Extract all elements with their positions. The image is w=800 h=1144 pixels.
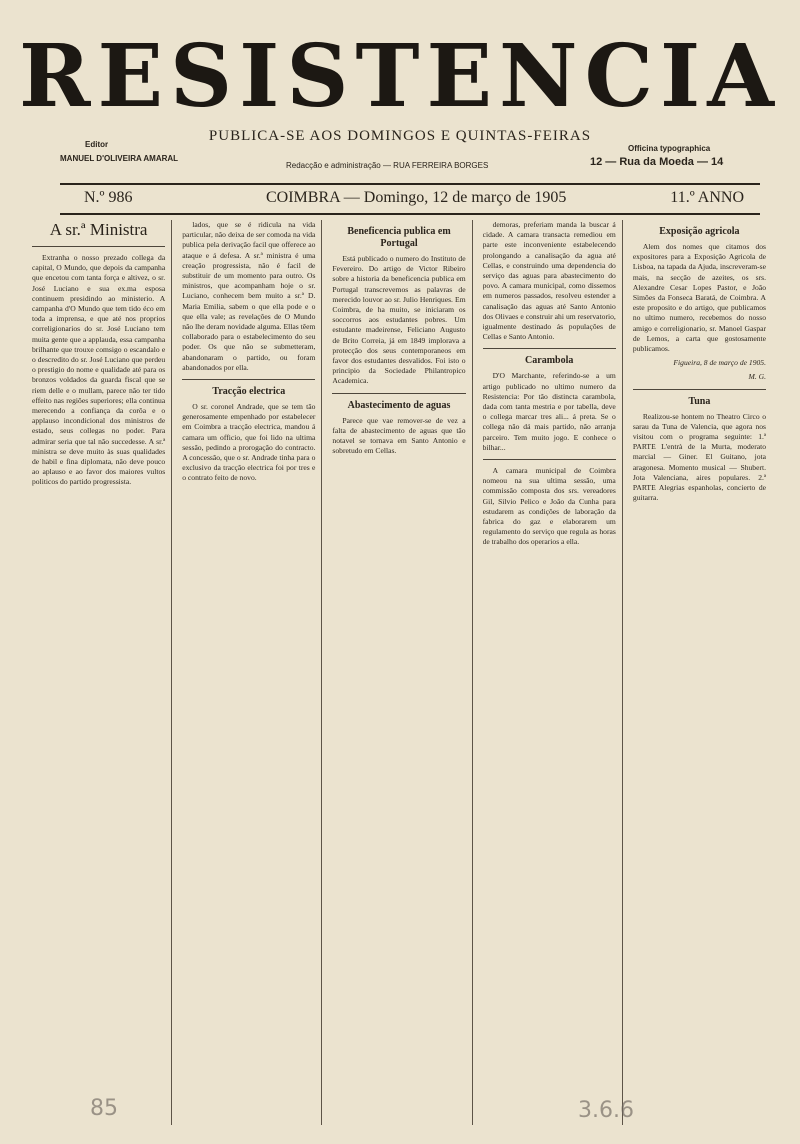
- handwritten-note-left: 85: [90, 1096, 118, 1121]
- office-address: Redacção e administração — RUA FERREIRA BORGES: [286, 161, 489, 170]
- column-4: [483, 220, 623, 1125]
- article-body-aguas: Parece que vae remover-se de vez a falta de abastecimento de aguas que tão notavel se tornava em Santo Antonio e sobretudo em Cellas.: [332, 415, 466, 456]
- typography-label: Officina typographica: [628, 144, 711, 153]
- article-date-line: Figueira, 8 de março de 1905.: [673, 358, 767, 368]
- article-body-camara: A camara municipal de Coimbra nomeou na sua ultima sessão, uma commissão composta dos srs. vereadores Gil, Silvio Pelico e João da Cunha para estudarem as condições de laboração da fabrica do gaz e elaborarem um regulamento do serviço que regula as horas de trabalho dos operarios a ella.: [482, 466, 616, 547]
- issue-year: 11.º ANNO: [670, 189, 744, 206]
- article-body-carambola: D'O Marchante, referindo-se a um artigo publicado no ultimo numero da Resistencia: Por tão distincta carambola, dada com tanta mestria e por tabella, deve o collega marcar tres ali... á preta. Se o collega não dá mais partido, não arranja parceiro. Tem muito jogo. E conhece o bilhar...: [482, 371, 616, 452]
- article-body-exposicao: Alem dos nomes que citamos dos expositores para a Exposição Agricola de Lisboa, na tapada da Ajuda, inscreveram-se mais, na secção de azeites, os srs. Alexandre Cesar Lopes Pastor, e João Simões da Fonseca Baratá, de Coimbra. A este proposito e do artigo, que publicamos no ultimo numero, recebemos do nosso amigo e correligionario, sr. Manoel Gaspar de Lemos, a carta que gostosamente publicamos.: [632, 242, 767, 354]
- article-title-traccao: Tracção electrica: [212, 386, 286, 398]
- editor-name: MANUEL D'OLIVEIRA AMARAL: [60, 154, 179, 163]
- issue-number: N.º 986: [84, 189, 133, 206]
- handwritten-note-right: 3.6.6: [578, 1098, 634, 1123]
- editor-label: Editor: [85, 140, 109, 149]
- article-title-aguas: Abastecimento de aguas: [347, 399, 451, 411]
- column-5: [633, 220, 772, 1125]
- publication-schedule: PUBLICA-SE AOS DOMINGOS E QUINTAS-FEIRAS: [208, 128, 592, 144]
- masthead: [0, 0, 800, 180]
- article-body-continued: lados, que se é ridicula na vida particular, não deixa de ser comoda na vida publica pela derivação facil que offerece ao ataque e á defesa. A sr.ª ministra é uma creação progressista, não é facil de substituir de um momento para outro. Os ministros, que acompanham hoje o sr. Luciano, conhecem bem muito a sr.ª D. Maria Emilia, sabem o que ella pode e o que ella vale; as revelações de O Mundo não lhe deram novidade alguma. Ellas têem collaborado para o estabelecimento do seu poder. Os que não se submetteram, abandonaram o partido, ou foram abandonados por ella.: [182, 220, 316, 372]
- newspaper-title: RESISTENCIA: [18, 26, 782, 127]
- issue-info-bar: [60, 183, 760, 215]
- article-body-ministra: Extranha o nosso prezado collega da capital, O Mundo, que depois da campanha que encetou com tanta força e altivez, o sr. José Luciano e sua ex.ma esposa continuem presidindo ao ministerio. A campanha d'O Mundo que tem tido éco em toda a imprensa, e que até nos proprios correligionarios do sr. José Luciano tem muita gente que a applauda, essa campanha brilhante que trouxe comsigo o escandalo e o descredito do sr. José Luciano que perdeu o prestigio do nome e qualidade até para os bronzos voldados da guarda fiscal que se riem delle e o mullam, parece não ter tido effeito nas regiões superiores; ella continua merecendo a confiança da corôa e o applauso incondicional dos ministros de estado, seus collegas no poder. Para admirar seria que tal não succedesse. A sr.ª ministra se deve muito às suas qualidades de habil e fina diplomata, não deve pouco ao aplauso e ao favor dos maiores vultos politicos do partido progressista.: [32, 253, 166, 487]
- typography-address: 12 — Rua da Moeda — 14: [590, 156, 724, 168]
- article-signature: M. G.: [748, 372, 767, 382]
- article-columns: [32, 220, 772, 1125]
- article-title-ministra: A sr.ª Ministra: [49, 220, 148, 239]
- article-body-agua-cont: demoras, preferiam manda la buscar á cidade. A camara transacta remediou em parte este inconveniente estabelecendo prolongando a canalisação da agua até Cellas, e construindo uma dependencia do serviço das aguas para abastecimento do povo. A camara municipal, como dissemos em numeros passados, resolveu estender a canalisação das aguas até Santo Antonio dos Olivaes e construir ahi um reservatorio, igualmente destinado ás populações de Cellas e Santo Antonio.: [482, 220, 616, 342]
- column-3: [332, 220, 472, 1125]
- article-title-carambola: Carambola: [525, 355, 574, 367]
- issue-date: COIMBRA — Domingo, 12 de março de 1905: [266, 189, 567, 206]
- column-2: [182, 220, 322, 1125]
- article-title-exposicao: Exposição agricola: [659, 226, 740, 237]
- article-title-beneficencia: Beneficencia publica em Portugal: [347, 226, 451, 249]
- article-title-tuna: Tuna: [688, 395, 711, 407]
- column-1: [32, 220, 172, 1125]
- article-body-traccao: O sr. coronel Andrade, que se tem tão generosamente empenhado por estabelecer em Coimbra a tracção electrica, mandou á camara um officio, que foi lido na ultima sessão, pedindo a prorogação do contracto. A concessão, que o sr. Andrade tinha para o exclusivo da tracção electrica foi por tres e o contrato feito de novo.: [182, 402, 316, 483]
- article-body-beneficencia: Está publicado o numero do Instituto de Fevereiro. Do artigo de Victor Ribeiro sobre a historia da beneficencia publica em Portugal transcrevemos as palavras de merecido louvor ao sr. Julio Henriques. Em Coimbra, de ha muito, se iniciaram os soccorros aos estudantes pobres. Um estudante madeirense, Feliciano Augusto de Brito Correia, já em 1849 implorava a protecção dos seus contemporaneos em favor dos estudantes desvalidos. Foi isto o principio da Sociedade Philantropico Academica.: [332, 254, 466, 386]
- article-body-tuna: Realizou-se hontem no Theatro Circo o sarau da Tuna de Valencia, que agora nos visitou com o programa seguinte: 1.ª PARTE L'entrà de la Murta, moderato marcial — Giner. El Guitano, jota aragonesa. Momento musical — Shubert. Jota Valenciana, aires populares. 2.ª PARTE Alegrias espanholas, concierto de guitarra.: [632, 411, 767, 503]
